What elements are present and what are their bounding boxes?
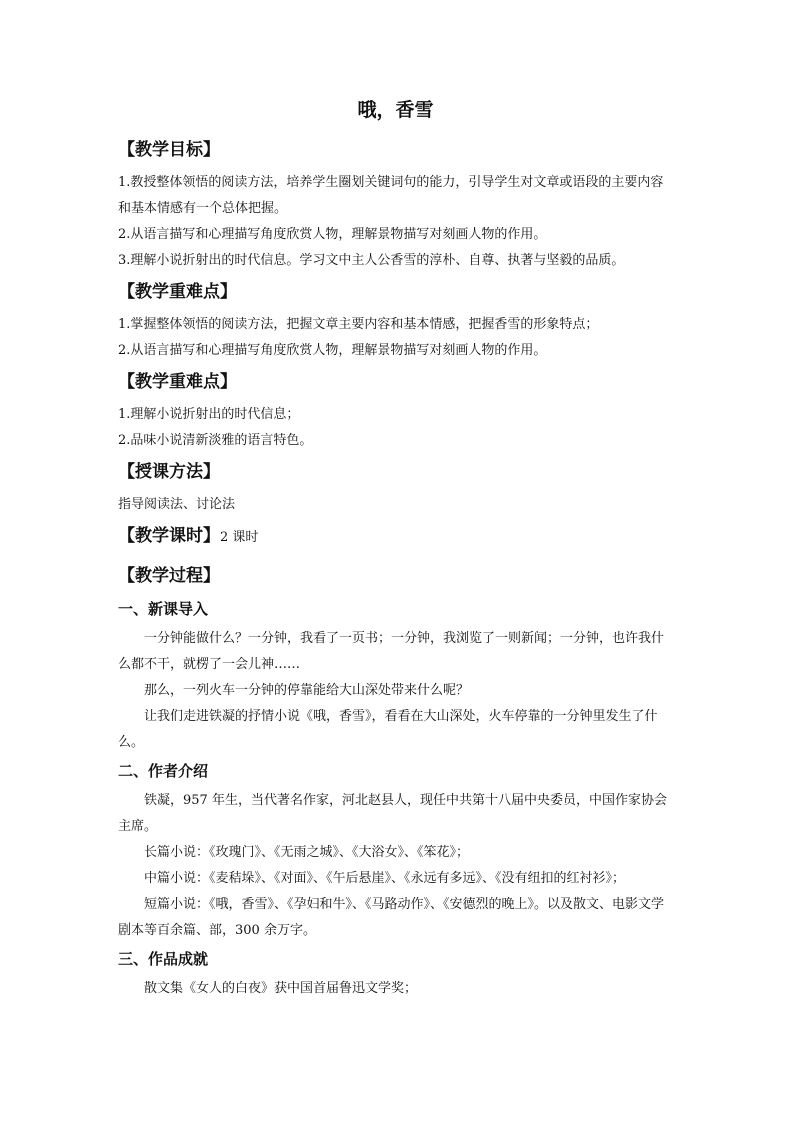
heading-methods: 【授课方法】: [118, 462, 220, 482]
hours-value: 2 课时: [220, 530, 259, 545]
author-paragraph-2: 长篇小说：《玫瑰门》、《无雨之城》、《大浴女》、《笨花》；: [144, 845, 470, 860]
difficult-points-item-1: 1.理解小说折射出的时代信息；: [118, 407, 300, 422]
intro-paragraph-1: 一分钟能做什么？一分钟，我看了一页书；一分钟，我浏览了一则新闻；一分钟，也许我什么都不干，就楞了一会儿神……: [118, 631, 665, 672]
intro-paragraph-2: 那么，一列火车一分钟的停靠能给大山深处带来什么呢？: [144, 683, 470, 698]
heading-intro: 一、新课导入: [118, 600, 209, 618]
difficult-points-item-2: 2.品味小说清新淡雅的语言特色。: [118, 433, 313, 448]
heading-process: 【教学过程】: [118, 566, 220, 586]
achievements-paragraph-1: 散文集《女人的白夜》获中国首届鲁迅文学奖；: [144, 981, 418, 996]
intro-paragraph-3: 让我们走进铁凝的抒情小说《哦，香雪》，看看在大山深处，火车停靠的一分钟里发生了什么。: [118, 709, 658, 750]
heading-hours: [118, 522, 673, 552]
hours-heading-label: 【教学课时】: [118, 526, 220, 546]
heading-difficult-points: 【教学重难点】: [118, 372, 237, 392]
key-points-item-2: 2.从语言描写和心理描写角度欣赏人物，理解景物描写对刻画人物的作用。: [118, 343, 547, 358]
document-title: 哦，香雪: [357, 99, 434, 121]
heading-achievements: 三、作品成就: [118, 950, 209, 968]
author-paragraph-4: 短篇小说：《哦，香雪》、《孕妇和牛》、《马路动作》、《安德烈的晚上》。以及散文、电影文学剧本等百余篇、部，300 余万字。: [118, 897, 665, 938]
author-paragraph-3: 中篇小说：《麦秸垛》、《对面》、《午后悬崖》、《永远有多远》、《没有纽扣的红衬衫》；: [144, 871, 626, 886]
key-points-item-1: 1.掌握整体领悟的阅读方法，把握文章主要内容和基本情感，把握香雪的形象特点；: [118, 317, 599, 332]
heading-goals: 【教学目标】: [118, 140, 220, 160]
heading-key-points: 【教学重难点】: [118, 282, 237, 302]
goals-item-3: 3.理解小说折射出的时代信息。学习文中主人公香雪的淳朴、自尊、执著与坚毅的品质。: [118, 253, 625, 268]
methods-text: 指导阅读法、讨论法: [118, 497, 236, 512]
goals-item-1: 1.教授整体领悟的阅读方法，培养学生圈划关键词句的能力，引导学生对文章或语段的主要内容和基本情感有一个总体把握。: [118, 175, 664, 216]
author-paragraph-1: 铁凝，957 年生，当代著名作家，河北赵县人，现任中共第十八届中央委员，中国作家协会主席。: [118, 793, 667, 834]
goals-item-2: 2.从语言描写和心理描写角度欣赏人物，理解景物描写对刻画人物的作用。: [118, 227, 547, 242]
heading-author: 二、作者介绍: [118, 762, 209, 780]
